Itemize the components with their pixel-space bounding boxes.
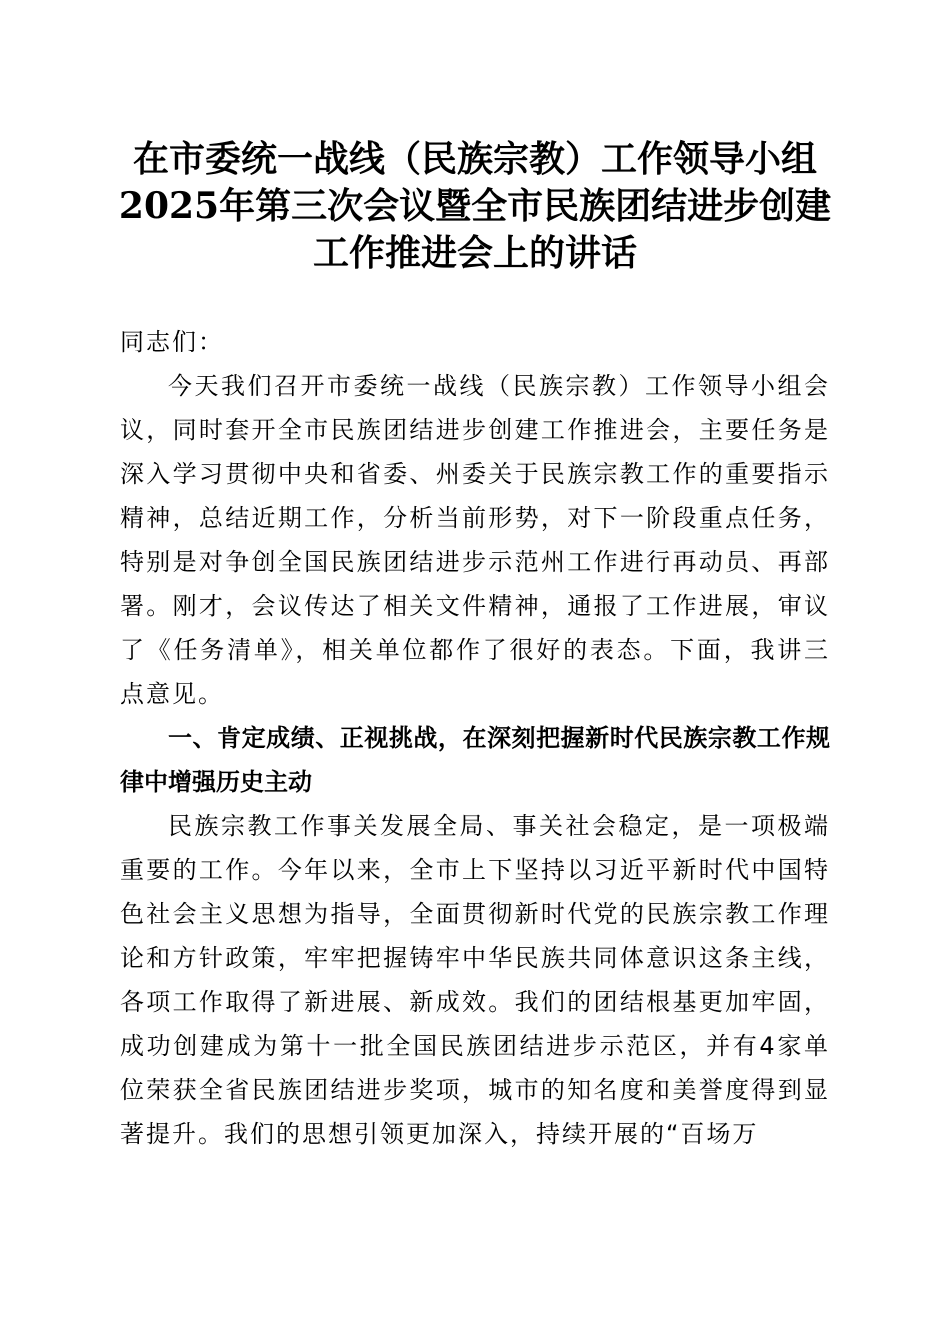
title-line-1: 在市委统一战线（民族宗教）工作领导小组 <box>132 138 817 180</box>
greeting: 同志们： <box>120 328 224 356</box>
section-1-paragraph: 民族宗教工作事关发展全局、事关社会稳定，是一项极端重要的工作。今年以来，全市上下坚持以习近平新时代中国特色社会主义思想为指导，全面贯彻新时代党的民族宗教工作理论和方针政策，牢牢把握铸牢中华民族共同体意识这条主线，各项工作取得了新进展、新成效。我们的团结根基更加牢固，成功创建成为第十一批全国民族团结进步示范区，并有4家单位荣获全省民族团结进步奖项，城市的知名度和美誉度得到显著提升。我们的思想引领更加深入，持续开展的“百场万 <box>120 812 830 1148</box>
section-heading-1: 一、肯定成绩、正视挑战，在深刻把握新时代民族宗教工作规律中增强历史主动 <box>120 724 830 796</box>
title-line-3: 工作推进会上的讲话 <box>312 232 637 274</box>
title-line-2: 2025年第三次会议暨全市民族团结进步创建 <box>118 185 832 227</box>
intro-paragraph: 今天我们召开市委统一战线（民族宗教）工作领导小组会议，同时套开全市民族团结进步创建工作推进会，主要任务是深入学习贯彻中央和省委、州委关于民族宗教工作的重要指示精神，总结近期工作，分析当前形势，对下一阶段重点任务，特别是对争创全国民族团结进步示范州工作进行再动员、再部署。刚才，会议传达了相关文件精神，通报了工作进展，审议了《任务清单》，相关单位都作了很好的表态。下面，我讲三点意见。 <box>120 372 830 708</box>
speech-body <box>120 320 830 1156</box>
speech-title <box>110 136 840 277</box>
